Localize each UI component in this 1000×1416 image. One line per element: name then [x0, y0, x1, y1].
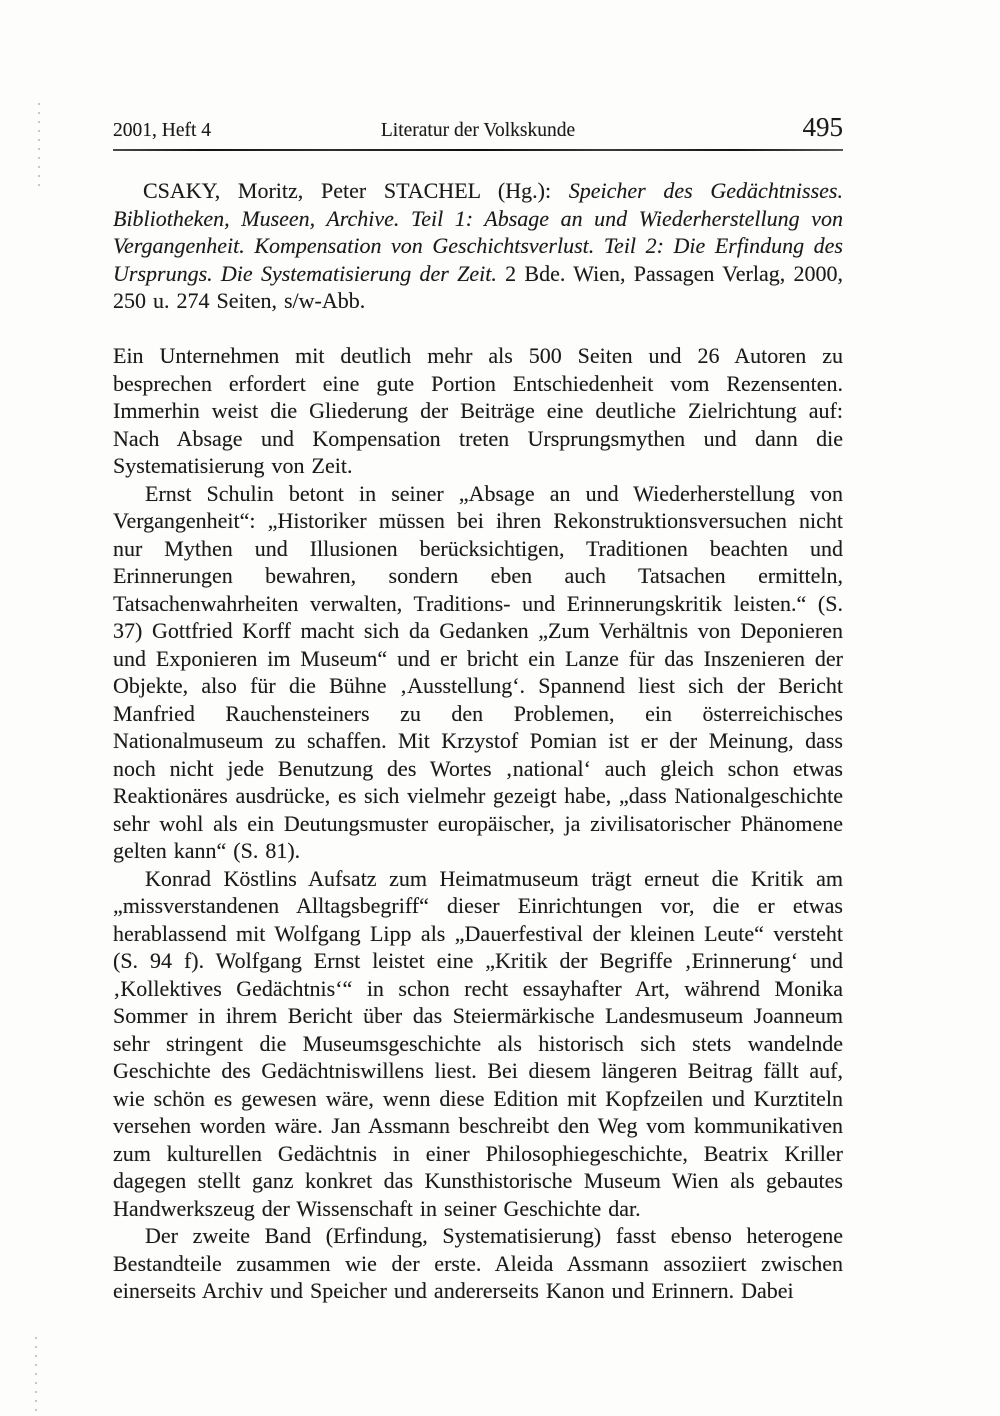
citation-imprint: 2 Bde. Wien, Passagen Verlag, 2000, 250 u. 274 Seiten, s/w-Abb. [113, 260, 843, 313]
citation-paragraph [113, 177, 843, 315]
citation-title: Speicher des Gedächtnisses. Bibliotheken, Museen, Archive. Teil 1: Absage an und Wiederherstellung von Vergangenheit. Kompensation von Geschichtsverlust. Teil 2: Die Erfindung des Ursprungs. Die Systematisierung der Zeit. [113, 178, 843, 286]
page-number: 495 [802, 112, 843, 142]
scan-artifact-dotted-line-top [38, 103, 40, 188]
running-head [113, 112, 843, 143]
citation-authors: CSAKY, Moritz, Peter STACHEL (Hg.): [143, 178, 569, 203]
review-paragraph-1: Ein Unternehmen mit deutlich mehr als 500 Seiten und 26 Autoren zu besprechen erfordert eine gute Portion Entschiedenheit vom Rezensenten. Immerhin weist die Gliederung der Beiträge eine deutliche Zielrichtung auf: Nach Absage und Kompensation treten Ursprungsmythen und dann die Systematisierung von Zeit. [113, 343, 843, 478]
review-paragraph-2: Ernst Schulin betont in seiner „Absage an und Wiederherstellung von Vergangenheit“: „Historiker müssen bei ihren Rekonstruktionsversuchen nicht nur Mythen und Illusionen berücksichtigen, Traditionen beachten und Erinnerungen bewahren, sondern eben auch Tatsachen ermitteln, Tatsachenwahrheiten verwalten, Traditions- und Erinnerungskritik leisten.“ (S. 37) Gottfried Korff macht sich da Gedanken „Zum Verhältnis von Deponieren und Exponieren im Museum“ und er bricht ein Lanze für das Inszenieren der Objekte, also für die Bühne ‚Ausstellung‘. Spannend liest sich der Bericht Manfried Rauchensteiners zu den Problemen, ein österreichisches Nationalmuseum zu schaffen. Mit Krzystof Pomian ist er der Meinung, dass noch nicht jede Benutzung des Wortes ‚national‘ auch gleich schon etwas Reaktionäres ausdrücke, es sich vielmehr gezeigt habe, „dass Nationalgeschichte sehr wohl als ein Deutungsmuster europäischer, ja zivilisatorischer Phänomene gelten kann“ (S. 81). [113, 480, 843, 863]
header-rule [113, 149, 843, 151]
journal-title: Literatur der Volkskunde [380, 120, 576, 141]
page-content [113, 112, 843, 1305]
scan-artifact-dotted-line-bottom [35, 1337, 37, 1413]
issue-label: 2001, Heft 4 [113, 120, 212, 141]
review-paragraph-4: Der zweite Band (Erfindung, Systematisierung) fasst ebenso heterogene Bestandteile zusammen wie der erste. Aleida Assmann assoziiert zwischen einerseits Archiv und Speicher und andererseits Kanon und Erinnern. Dabei [113, 1223, 843, 1303]
review-paragraph-3: Konrad Köstlins Aufsatz zum Heimatmuseum trägt erneut die Kritik am „missverstandenen Alltagsbegriff“ dieser Einrichtungen vor, die er etwas herablassend mit Wolfgang Lipp als „Dauerfestival der kleinen Leute“ versteht (S. 94 f). Wolfgang Ernst leistet eine „Kritik der Begriffe ‚Erinnerung‘ und ‚Kollektives Gedächtnis‘“ in schon recht essayhafter Art, während Monika Sommer in ihrem Bericht über das Steiermärkische Landesmuseum Joanneum sehr stringent die Museumsgeschichte als historisch sich stets wandelnde Geschichte des Gedächtniswillens liest. Bei diesem längeren Beitrag fällt auf, wie schön es gewesen wäre, wenn diese Edition mit Kopfzeilen und Kurztiteln versehen worden wäre. Jan Assmann beschreibt den Weg vom kommunikativen zum kulturellen Gedächtnis in einer Philosophiegeschichte, Beatrix Kriller dagegen stellt ganz konkret das Kunsthistorische Museum Wien als gebautes Handwerkszeug der Wissenschaft in seiner Geschichte dar. [113, 865, 843, 1221]
